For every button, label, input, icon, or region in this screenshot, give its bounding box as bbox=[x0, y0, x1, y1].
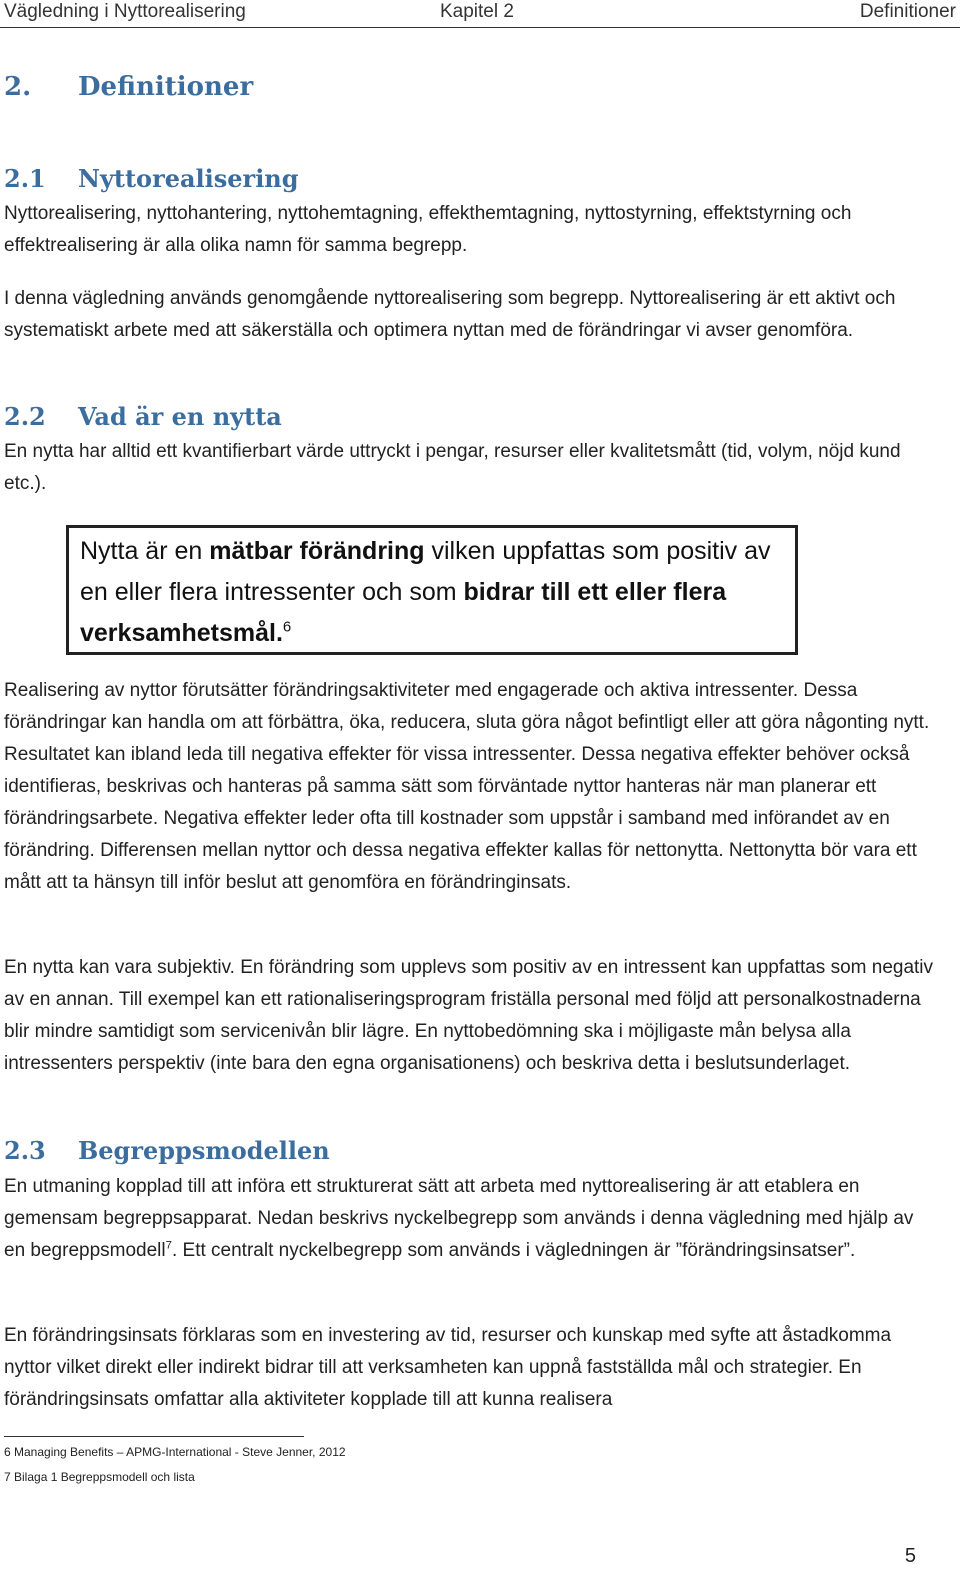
footnote-7: 7 Bilaga 1 Begreppsmodell och lista bbox=[4, 1470, 195, 1484]
header-chapter: Kapitel 2 bbox=[440, 1, 514, 22]
section-2-2-number: 2.2 bbox=[4, 402, 46, 431]
footnote-ref-6: 6 bbox=[282, 618, 292, 636]
header-section: Definitioner bbox=[859, 1, 956, 22]
callout-bold-measurable-change: mätbar förändring bbox=[209, 537, 425, 565]
callout-period: . bbox=[275, 619, 283, 647]
section-2-2-paragraph-2: Realisering av nyttor förutsätter förändringsaktiviteter med engagerade och aktiva intressenter. Dessa förändringar kan handla om att förbättra, öka, reducera, sluta göra något befintligt eller att göra någonting nytt. Resultatet kan ibland leda till negativa effekter för vissa intressenter. Dessa negativa effekter behöver också identifieras, beskrivas och hanteras på samma sätt som förväntade nyttor hanteras när man planerar ett förändringsarbete. Negativa effekter leder ofta till kostnader som uppstår i samband med införandet av en förändring. Differensen mellan nyttor och dessa negativa effekter kallas för nettonytta. Nettonytta bör vara ett mått att ta hänsyn till inför beslut att genomföra en förändringinsats. bbox=[4, 680, 930, 893]
section-2-2-heading bbox=[4, 402, 282, 431]
header-document-title: Vägledning i Nyttorealisering bbox=[4, 1, 246, 22]
page-number: 5 bbox=[904, 1545, 916, 1567]
page-header bbox=[0, 0, 960, 28]
paragraph-text-part: En utmaning kopplad till att införa ett strukturerat sätt att arbeta med nyttorealisering är att etablera en gemensam begreppsapparat. Nedan beskrivs nyckelbegrepp som används i denna vägledning med hjälp av en begreppsmodell bbox=[4, 1176, 914, 1261]
section-2-2-paragraph-3: En nytta kan vara subjektiv. En förändring som upplevs som positiv av en intressent kan uppfattas som negativ av en annan. Till exempel kan ett rationaliseringsprogram friställa personal med följd att personalkostnaderna blir mindre samtidigt som servicenivån blir lägre. En nyttobedömning ska i möjligaste mån belysa alla intressenters perspektiv (inte bara den egna organisationens) och beskriva detta i beslutsunderlaget. bbox=[4, 957, 934, 1074]
section-2-1-paragraph-2: I denna vägledning används genomgående nyttorealisering som begrepp. Nyttorealisering är ett aktivt och systematiskt arbete med att säkerställa och optimera nyttan med de förändringar vi avser genomföra. bbox=[4, 288, 896, 341]
footnote-divider bbox=[4, 1436, 304, 1437]
callout-text bbox=[80, 531, 790, 654]
section-2-number: 2. bbox=[4, 72, 32, 102]
section-2-3-paragraph-1 bbox=[4, 1171, 934, 1267]
paragraph-text-part: . Ett centralt nyckelbegrepp som används i vägledningen är ”förändringsinsatser”. bbox=[171, 1240, 856, 1261]
section-2-1-number: 2.1 bbox=[4, 164, 46, 193]
section-2-3-heading bbox=[4, 1136, 330, 1165]
section-2-1-paragraph-1: Nyttorealisering, nyttohantering, nyttohemtagning, effekthemtagning, nyttostyrning, effektstyrning och effektrealisering är alla olika namn för samma begrepp. bbox=[4, 203, 852, 256]
callout-bold-business-goals: bidrar till ett eller flera verksamhetsmål bbox=[80, 578, 727, 647]
section-2-3-number: 2.3 bbox=[4, 1136, 46, 1165]
section-2-3-title: Begreppsmodellen bbox=[78, 1136, 330, 1165]
callout-text-part: vilken uppfattas som positiv av en eller flera intressenter och som bbox=[80, 537, 771, 606]
section-2-1-heading bbox=[4, 164, 299, 193]
footnote-ref-7: 7 bbox=[165, 1239, 172, 1252]
section-2-heading bbox=[4, 72, 253, 102]
section-2-3-paragraph-2: En förändringsinsats förklaras som en investering av tid, resurser och kunskap med syfte att åstadkomma nyttor vilket direkt eller indirekt bidrar till att verksamheten kan uppnå fastställda mål och strategier. En förändringsinsats omfattar alla aktiviteter kopplade till att kunna realisera bbox=[4, 1325, 892, 1410]
section-2-title: Definitioner bbox=[78, 72, 254, 102]
callout-text-part: Nytta är en bbox=[80, 537, 210, 565]
section-2-2-title: Vad är en nytta bbox=[78, 402, 282, 431]
footnote-6: 6 Managing Benefits – APMG-International - Steve Jenner, 2012 bbox=[4, 1445, 346, 1459]
section-2-1-title: Nyttorealisering bbox=[78, 164, 299, 193]
definition-callout-box bbox=[66, 525, 798, 655]
section-2-2-paragraph-1: En nytta har alltid ett kvantifierbart värde uttryckt i pengar, resurser eller kvalitetsmått (tid, volym, nöjd kund etc.). bbox=[4, 441, 901, 494]
